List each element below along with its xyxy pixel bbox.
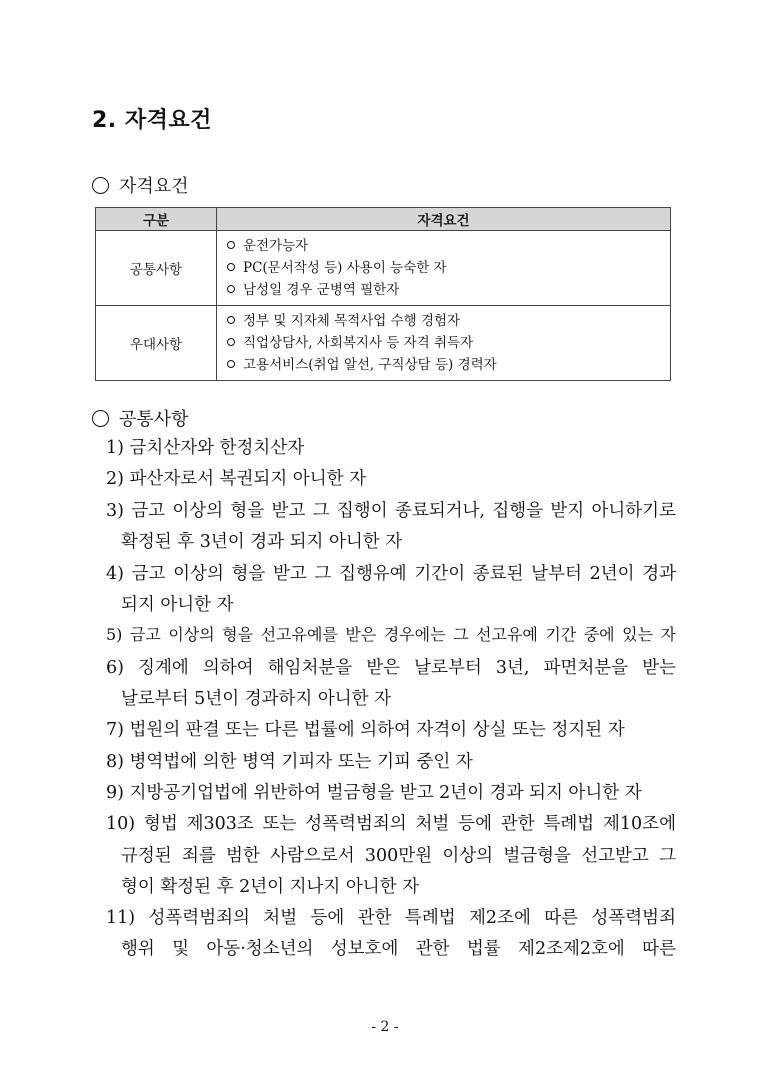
list-item bbox=[227, 310, 662, 332]
list-item bbox=[227, 354, 662, 376]
list-line: 9) 지방공기업법에 위반하여 벌금형을 받고 2년이 경과 되지 아니한 자 bbox=[106, 783, 642, 803]
list-line: 7) 법원의 판결 또는 다른 법률에 의하여 자격이 상실 또는 정지된 자 bbox=[106, 720, 625, 740]
qualification-subheading-text: 자격요건 bbox=[119, 176, 189, 197]
small-circle-bullet-icon bbox=[227, 338, 235, 346]
list-line: 되지 아니한 자 bbox=[121, 595, 234, 615]
list-item-text: PC(문서작성 등) 사용이 능숙한 자 bbox=[243, 260, 447, 276]
list-line: 8) 병역법에 의한 병역 기피자 또는 기피 중인 자 bbox=[106, 752, 473, 772]
table-cell-category: 공통사항 bbox=[96, 231, 217, 306]
small-circle-bullet-icon bbox=[227, 360, 235, 368]
common-subheading-text: 공통사항 bbox=[119, 409, 189, 430]
list-item-text: 정부 및 지자체 목적사업 수행 경험자 bbox=[243, 313, 461, 329]
list-line: 10) 형법 제303조 또는 성폭력범죄의 처벌 등에 관한 특례법 제10조에 bbox=[106, 814, 676, 834]
list-item-text: 직업상담사, 사회복지사 등 자격 취득자 bbox=[243, 335, 474, 351]
list-line: 4) 금고 이상의 형을 받고 그 집행유예 기간이 종료된 날부터 2년이 경과 bbox=[106, 564, 676, 584]
list-line: 11) 성폭력범죄의 처벌 등에 관한 특례법 제2조에 따른 성폭력범죄 bbox=[106, 908, 676, 928]
table-header-requirements: 자격요건 bbox=[217, 208, 671, 231]
list-item bbox=[227, 235, 662, 257]
list-item bbox=[227, 332, 662, 354]
small-circle-bullet-icon bbox=[227, 263, 235, 271]
small-circle-bullet-icon bbox=[227, 316, 235, 324]
list-line: 규정된 죄를 범한 사람으로서 300만원 이상의 벌금형을 선고받고 그 bbox=[121, 846, 676, 866]
small-circle-bullet-icon bbox=[227, 285, 235, 293]
list-line: 행위 및 아동·청소년의 성보호에 관한 법률 제2조제2호에 따른 bbox=[121, 939, 676, 959]
small-circle-bullet-icon bbox=[227, 241, 235, 249]
qualification-table bbox=[95, 207, 671, 381]
common-subheading bbox=[92, 405, 189, 431]
list-item-text: 남성일 경우 군병역 필한자 bbox=[243, 282, 400, 298]
table-header-row bbox=[96, 208, 671, 231]
list-line: 6) 징계에 의하여 해임처분을 받은 날로부터 3년, 파면처분을 받는 bbox=[106, 658, 676, 678]
list-line: 형이 확정된 후 2년이 지나지 아니한 자 bbox=[121, 877, 420, 897]
table-row bbox=[96, 306, 671, 381]
list-line: 확정된 후 3년이 경과 되지 아니한 자 bbox=[121, 532, 403, 552]
circle-bullet-icon bbox=[92, 177, 109, 194]
list-item bbox=[227, 279, 662, 301]
table-cell-items bbox=[217, 231, 671, 306]
table-cell-category: 우대사항 bbox=[96, 306, 217, 381]
table-cell-items bbox=[217, 306, 671, 381]
list-line: 1) 금치산자와 한정치산자 bbox=[106, 438, 305, 458]
list-line: 3) 금고 이상의 형을 받고 그 집행이 종료되거나, 집행을 받지 아니하기로 bbox=[106, 501, 676, 521]
section-heading: 2. 자격요건 bbox=[92, 108, 212, 133]
list-item bbox=[227, 257, 662, 279]
circle-bullet-icon bbox=[92, 410, 109, 427]
list-item-text: 운전가능자 bbox=[243, 238, 309, 254]
table-row bbox=[96, 231, 671, 306]
qualification-subheading bbox=[92, 172, 189, 198]
list-line: 날로부터 5년이 경과하지 아니한 자 bbox=[121, 689, 392, 709]
list-item-text: 고용서비스(취업 알선, 구직상담 등) 경력자 bbox=[243, 357, 497, 373]
page-number: - 2 - bbox=[371, 1019, 399, 1035]
list-line: 2) 파산자로서 복권되지 아니한 자 bbox=[106, 469, 366, 489]
table-header-category: 구분 bbox=[96, 208, 217, 231]
list-line: 5) 금고 이상의 형을 선고유예를 받은 경우에는 그 선고유예 기간 중에 있는 자 bbox=[106, 625, 676, 644]
